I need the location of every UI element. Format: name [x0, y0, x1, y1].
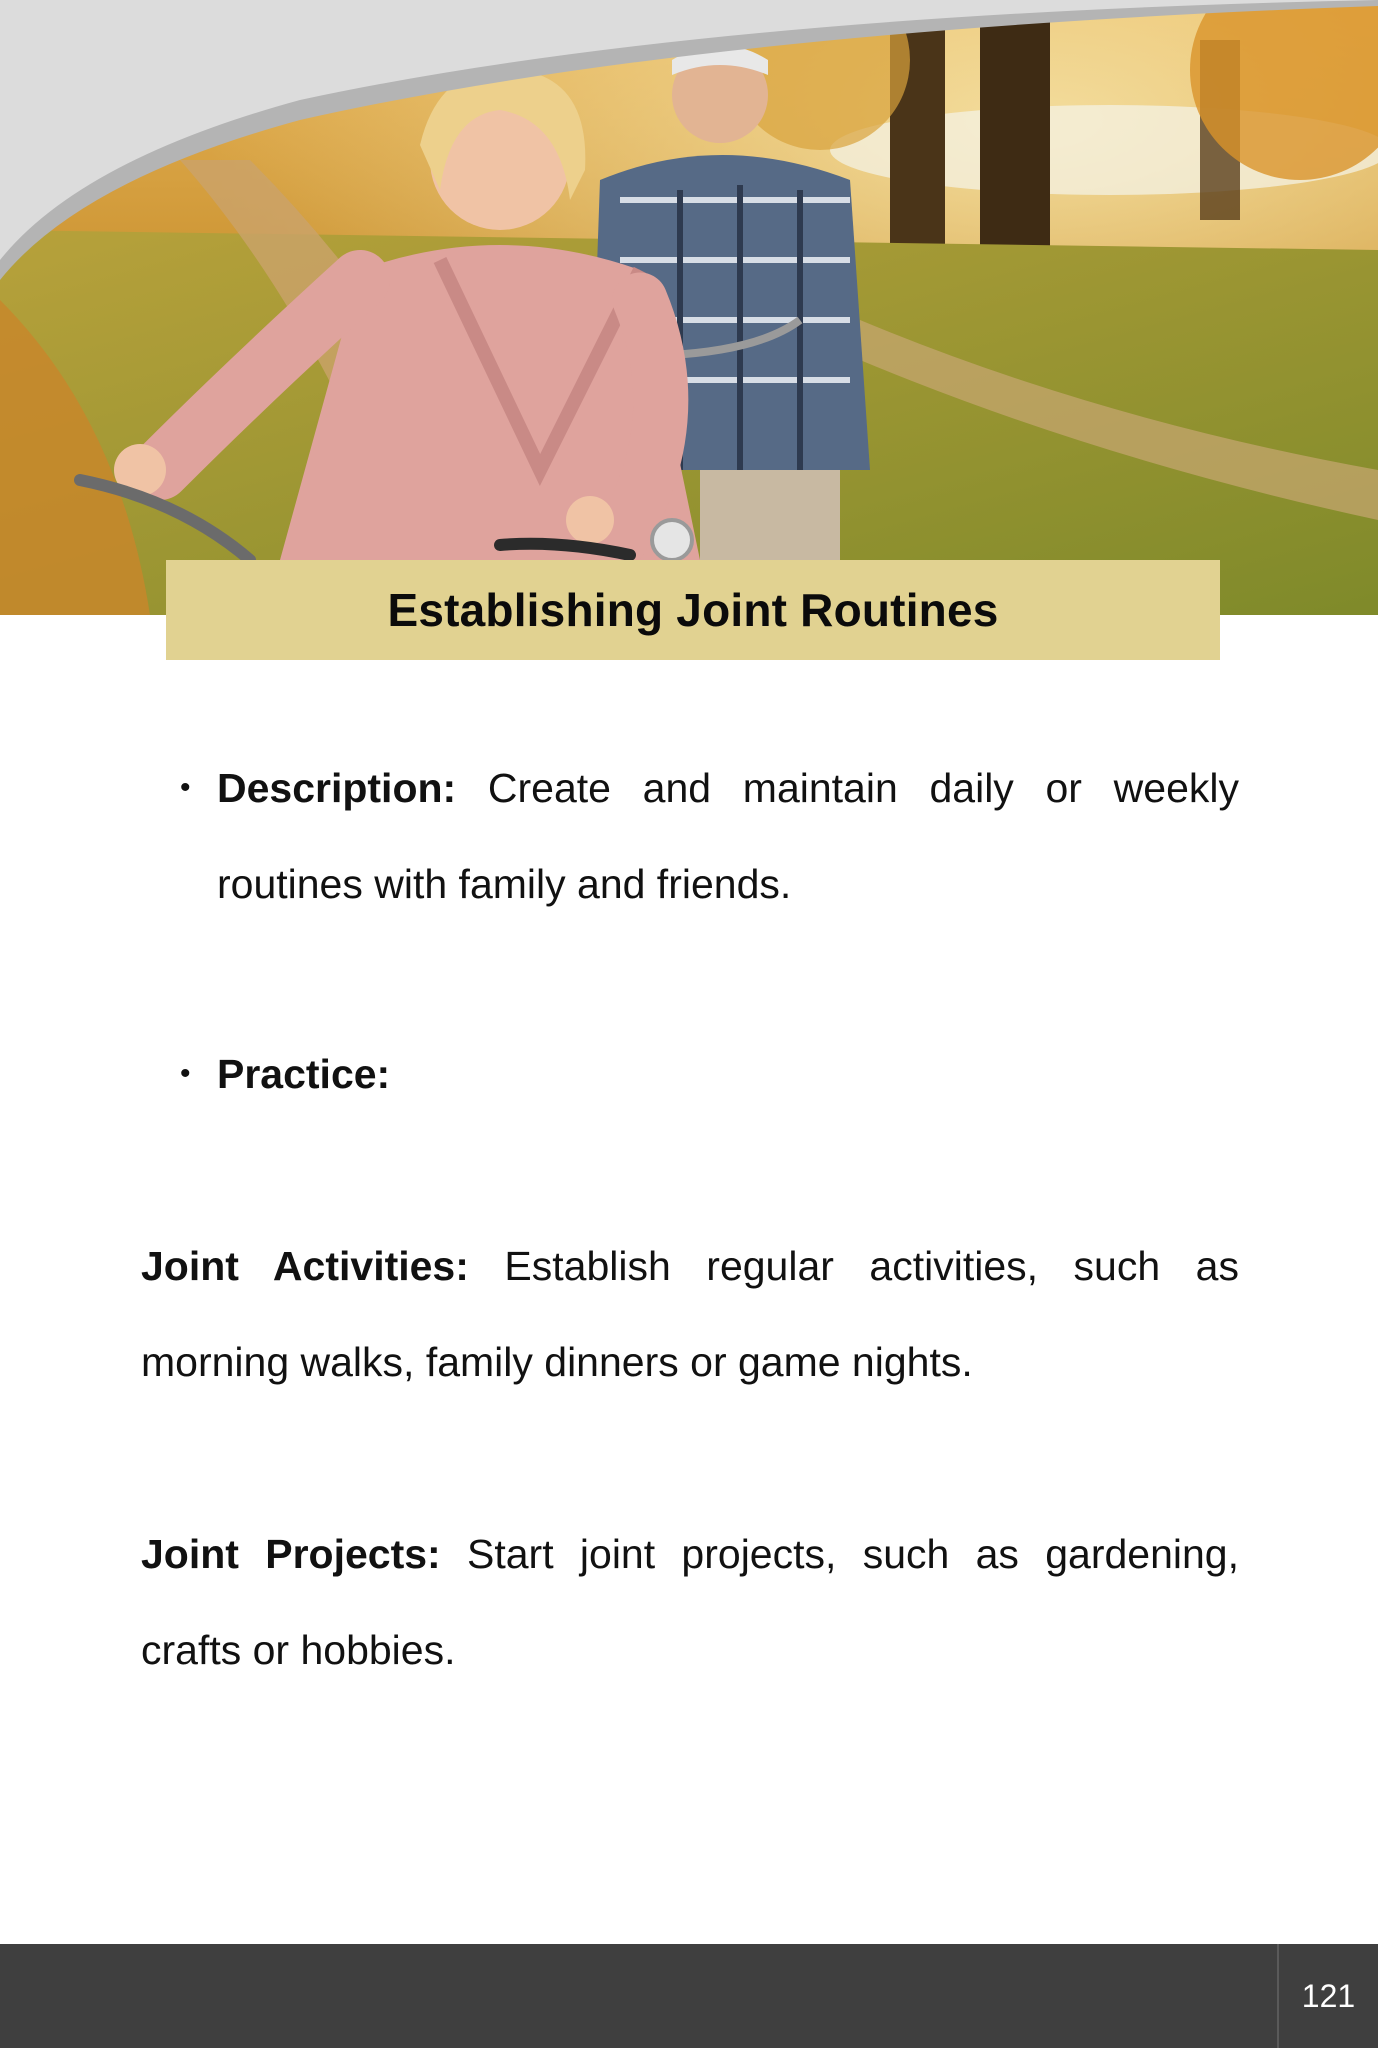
hero-photo-illustration [0, 0, 1378, 615]
page-title: Establishing Joint Routines [387, 584, 999, 636]
paragraph-label: Joint Activities: [141, 1243, 469, 1289]
bullet-dot: • [180, 771, 191, 804]
paragraph-joint-activities [141, 1218, 1239, 1410]
paragraph-text: Start joint projects, such as gardening, crafts or hobbies. [141, 1531, 1239, 1673]
paragraph-text: Establish regular activities, such as morning walks, family dinners or game nights. [141, 1243, 1239, 1385]
bullet-description [180, 740, 1239, 932]
page-number: 121 [1277, 1944, 1378, 2048]
hero-image [0, 0, 1378, 615]
paragraph-joint-projects [141, 1506, 1239, 1698]
paragraph-label: Joint Projects: [141, 1531, 441, 1577]
bullet-dot: • [180, 1057, 191, 1090]
bullet-label: Description: [217, 765, 457, 811]
title-band [166, 560, 1220, 660]
bullet-text: Create and maintain daily or weekly routines with family and friends. [217, 765, 1239, 907]
footer-bar [0, 1944, 1378, 2048]
bullet-label: Practice: [217, 1051, 391, 1097]
bullet-practice [180, 1026, 1239, 1122]
